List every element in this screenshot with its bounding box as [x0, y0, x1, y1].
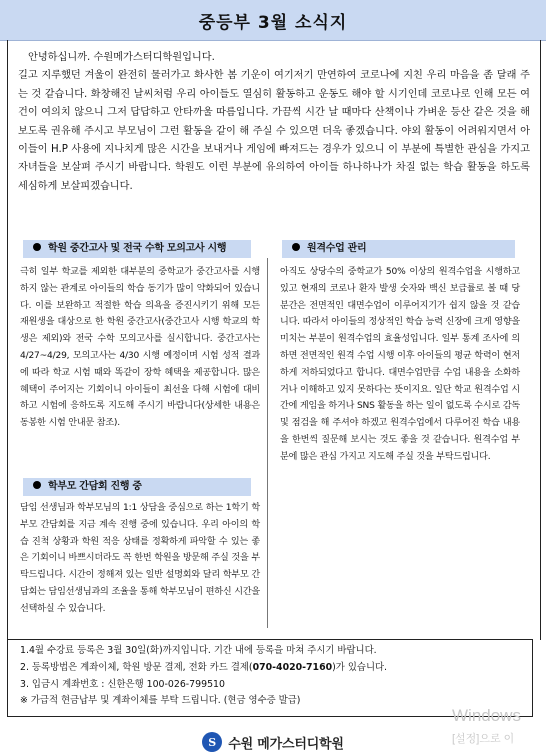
intro-letter [18, 49, 530, 196]
section-exam-body: 극히 일부 학교를 제외한 대부분의 중학교가 중간고사를 시행하지 않는 관계로 아이들의 학습 동기가 많이 약화되어 있습니다. 이를 보완하고 적절한 학습 의욕을 증진시키기 위해 모든 재원생을 대상으로 한 학원 중간고사(중간고사 시행 학교의 학생은 제외)와 전국 수학 모의고사를 실시합니다. 중간고사는 4/27~4/29, 모의고사는 4/30 시행 예정이며 시험 성적 결과에 따라 학교 시험 때와 똑같이 장학 혜택을 제공합니다. 많은 혜택이 주어지는 기회이니 아이들이 최선을 다해 시험에 대비하고 시험에 응하도록 지도해 주시기 바랍니다(상세한 내용은 동봉한 시험 안내문 참조). [20, 267, 260, 429]
page-title: 중등부 3월 소식지 [198, 12, 348, 33]
bullet-icon [33, 481, 41, 489]
notice-line-1: 1.4월 수강료 등록은 3월 30일(화)까지입니다. 기간 내에 등록을 마쳐 주시기 바랍니다. [20, 645, 377, 656]
notice-line-2-prefix: 2. 등록방법은 계좌이체, 학원 방문 결제, 전화 카드 결제( [20, 661, 253, 673]
notice-line-4: ※ 가급적 현금납부 및 계좌이체를 부탁 드립니다. (현금 영수증 발급) [20, 695, 301, 707]
academy-logo-icon [202, 732, 222, 752]
intro-body: 길고 지루했던 겨울이 완전히 물러가고 화사한 봄 기운이 여기저기 만연하여 코로나에 지친 우리 마음을 좀 달래 주는 것 같습니다. 화창해진 날씨처럼 우리 아이들도 열심히 활동하고 운동도 해야 할 시기인데 코로나로 인해 모든 여건이 여의치 않으니 그저 답답하고 안타까울 따름입니다. 가끔씩 시간 날 때마다 산책이나 가벼운 등산 같은 것을 해 보도록 권유해 주시고 부모님이 그런 활동을 같이 해 주실 수 있으면 더욱 좋겠습니다. 야외 활동이 어려워지면서 아이들이 H.P 사용에 지나치게 많은 시간을 보내거나 게임에 빠져드는 경우가 있으니 이 부분에 특별한 관심을 가지고 자녀들을 보살펴 주시기 바랍니다. 학원도 이런 부분에 유의하여 아이들 하나하나가 차질 없는 학습 활동을 하도록 세심하게 보살피겠습니다. [18, 70, 530, 192]
section-consult-heading [23, 478, 251, 496]
academy-name: 수원 메가스터디학원 [228, 736, 344, 752]
watermark-line-2: [설정]으로 이 [452, 733, 515, 745]
newsletter-header [0, 0, 546, 41]
windows-activation-watermark [452, 706, 546, 746]
section-consult-title: 학부모 간담회 진행 중 [48, 481, 142, 492]
section-consult-body: 담임 선생님과 학부모님의 1:1 상담을 중심으로 하는 1학기 학부모 간담회를 지금 계속 진행 중에 있습니다. 우리 아이의 학습 진척 상황과 학원 적응 상태를 정확하게 파악할 수 있는 좋은 기회이니 바쁘시더라도 꼭 한번 학원을 방문해 주실 것을 부탁드립니다. 시간이 정해져 있는 일반 설명회와 달리 학부모 간담회는 담임선생님과의 조율을 통해 학부모님이 편하신 시간을 선택하실 수 있습니다. [20, 503, 260, 614]
bullet-icon [292, 243, 300, 251]
column-divider [267, 258, 268, 628]
logo-mark-letter: S [208, 735, 217, 749]
phone-number: 070-4020-7160 [252, 661, 333, 673]
notice-line-2 [20, 660, 532, 677]
watermark-line-1: Windows [452, 706, 521, 725]
bullet-icon [33, 243, 41, 251]
intro-greeting: 안녕하십니까. 수원메가스터디학원입니다. [28, 52, 215, 63]
section-remote-title: 원격수업 관리 [307, 243, 367, 254]
section-exam-heading [23, 240, 251, 258]
section-exam-title: 학원 중간고사 및 전국 수학 모의고사 시행 [48, 243, 227, 254]
section-remote-heading [282, 240, 515, 258]
notice-line-3: 3. 입금시 계좌번호 : 신한은행 100-026-799510 [20, 678, 225, 690]
section-remote-body: 아직도 상당수의 중학교가 50% 이상의 원격수업을 시행하고 있고 현재의 코로나 환자 발생 숫자와 백신 보급률로 볼 때 당분간은 전면적인 대면수업이 이루어지기가 쉽지 않을 것 같습니다. 따라서 아이들의 정상적인 학습 능력 신장에 크게 영향을 미치는 부분이 원격수업의 효율성입니다. 일부 통계 조사에 의하면 전면적인 원격 수업 시행 이후 아이들의 평균 학력이 현저하게 저하되었다고 합니다. 대면수업만큼 수업 내용을 소화하거나 이해하고 있지 못하다는 뜻이지요. 일단 학교 원격수업 시간에 게임을 하거나 SNS 활동을 하는 일이 없도록 수시로 감독 및 점검을 해 주셔야 하겠고 원격수업에서 다루어진 학습 내용을 한번씩 질문해 보시는 것도 좋을 것 같습니다. 원격수업 부분에 많은 관심 가지고 지도해 주실 것을 부탁드립니다. [280, 267, 520, 462]
notice-line-2-suffix: )가 있습니다. [332, 661, 388, 673]
